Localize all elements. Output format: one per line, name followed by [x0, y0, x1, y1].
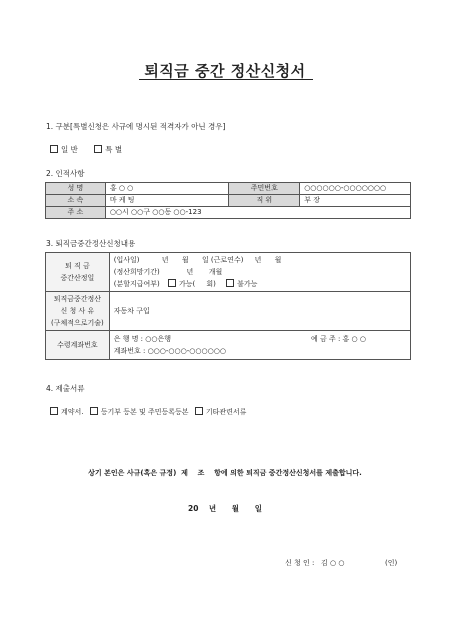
account-cell [109, 331, 410, 360]
address-value: ○○시 ○○구 ○○동 ○○-123 [105, 207, 410, 219]
reason-label [46, 292, 110, 331]
reason-label-line2: 신 청 사 유 [60, 307, 95, 315]
settlement-date-cell [109, 253, 410, 292]
account-holder: 예 금 주 : 홍 ○ ○ [311, 335, 366, 343]
reason-label-line3: (구체적으로기술) [50, 319, 104, 327]
position-value: 부 장 [300, 195, 411, 207]
period-line: (정산희망기간) 년 개월 [113, 268, 223, 276]
checkbox-icon [195, 407, 203, 415]
declaration-statement: 상기 본인은 사규(혹은 규정) 제 조 항에 의한 퇴직금 중간정산신청서를 제출합니다. [88, 469, 362, 477]
name-value: 홍 ○ ○ [105, 183, 229, 195]
doc-contract-label: 계약서. [61, 408, 84, 416]
section3-heading: 3. 퇴직금중간정산신청내용 [46, 239, 136, 248]
seal-mark: (인) [385, 559, 398, 567]
doc-registry[interactable] [90, 408, 189, 416]
address-label: 주 소 [46, 207, 106, 219]
installment-yes-label: 가능( 회) [179, 280, 216, 288]
doc-contract[interactable] [50, 408, 84, 416]
reason-value: 자동차 구입 [109, 292, 410, 331]
documents-list [50, 407, 246, 417]
settlement-table [45, 252, 411, 360]
installment-yes[interactable] [168, 280, 216, 288]
option-general[interactable] [50, 145, 78, 154]
installment-no[interactable] [226, 280, 257, 288]
settlement-date-label-line1: 퇴 직 금 [64, 262, 90, 270]
resident-number-value: ○○○○○○-○○○○○○○ [300, 183, 411, 195]
checkbox-icon [94, 145, 102, 153]
account-label: 수령계좌번호 [46, 331, 110, 360]
department-label: 소 속 [46, 195, 106, 207]
position-label: 직 위 [229, 195, 300, 207]
account-number: 계좌번호 : ○○○-○○○-○○○○○○ [113, 347, 226, 355]
checkbox-icon [226, 279, 234, 287]
title-underline [139, 79, 313, 80]
table-row [46, 183, 411, 195]
reason-label-line1: 퇴직금중간정산 [53, 295, 102, 303]
section1-options [50, 144, 122, 155]
table-row [46, 207, 411, 219]
resident-number-label: 주민번호 [229, 183, 300, 195]
settlement-date-label-line2: 중간산정일 [60, 274, 95, 282]
applicant-name: 김 ○ ○ [321, 559, 345, 567]
table-row [46, 292, 411, 331]
installment-label: (분할지급여부) [113, 280, 160, 288]
table-row [46, 331, 411, 360]
bank-name: 은 행 명 : ○○은행 [113, 335, 172, 343]
checkbox-icon [50, 145, 58, 153]
checkbox-icon [50, 407, 58, 415]
section4-heading: 4. 제출서류 [46, 384, 85, 393]
option-general-label: 일 반 [61, 145, 78, 154]
option-special[interactable] [94, 145, 122, 154]
settlement-date-label [46, 253, 110, 292]
department-value: 마 케 팅 [105, 195, 229, 207]
document-title: 퇴직금 중간 정산신청서 [144, 62, 306, 80]
checkbox-icon [168, 279, 176, 287]
doc-other-label: 기타관련서류 [205, 408, 247, 416]
section1-heading: 1. 구분[특별신청은 사규에 명시된 적격자가 아닌 경우] [46, 122, 226, 131]
join-date-line: (입사일) 년 월 일 (근로연수) 년 월 [113, 256, 282, 264]
applicant-label: 신 청 인 : [285, 559, 315, 567]
table-row [46, 253, 411, 292]
installment-line [114, 278, 406, 290]
table-row [46, 195, 411, 207]
option-special-label: 특 별 [105, 145, 123, 154]
doc-other[interactable] [195, 408, 247, 416]
personal-info-table [45, 182, 411, 219]
name-label: 성 명 [46, 183, 106, 195]
doc-registry-label: 등기부 등본 및 주민등록등본 [100, 408, 189, 416]
application-date: 20 년 월 일 [188, 504, 262, 513]
checkbox-icon [90, 407, 98, 415]
section2-heading: 2. 인적사항 [46, 169, 85, 178]
installment-no-label: 불가능 [237, 280, 258, 288]
